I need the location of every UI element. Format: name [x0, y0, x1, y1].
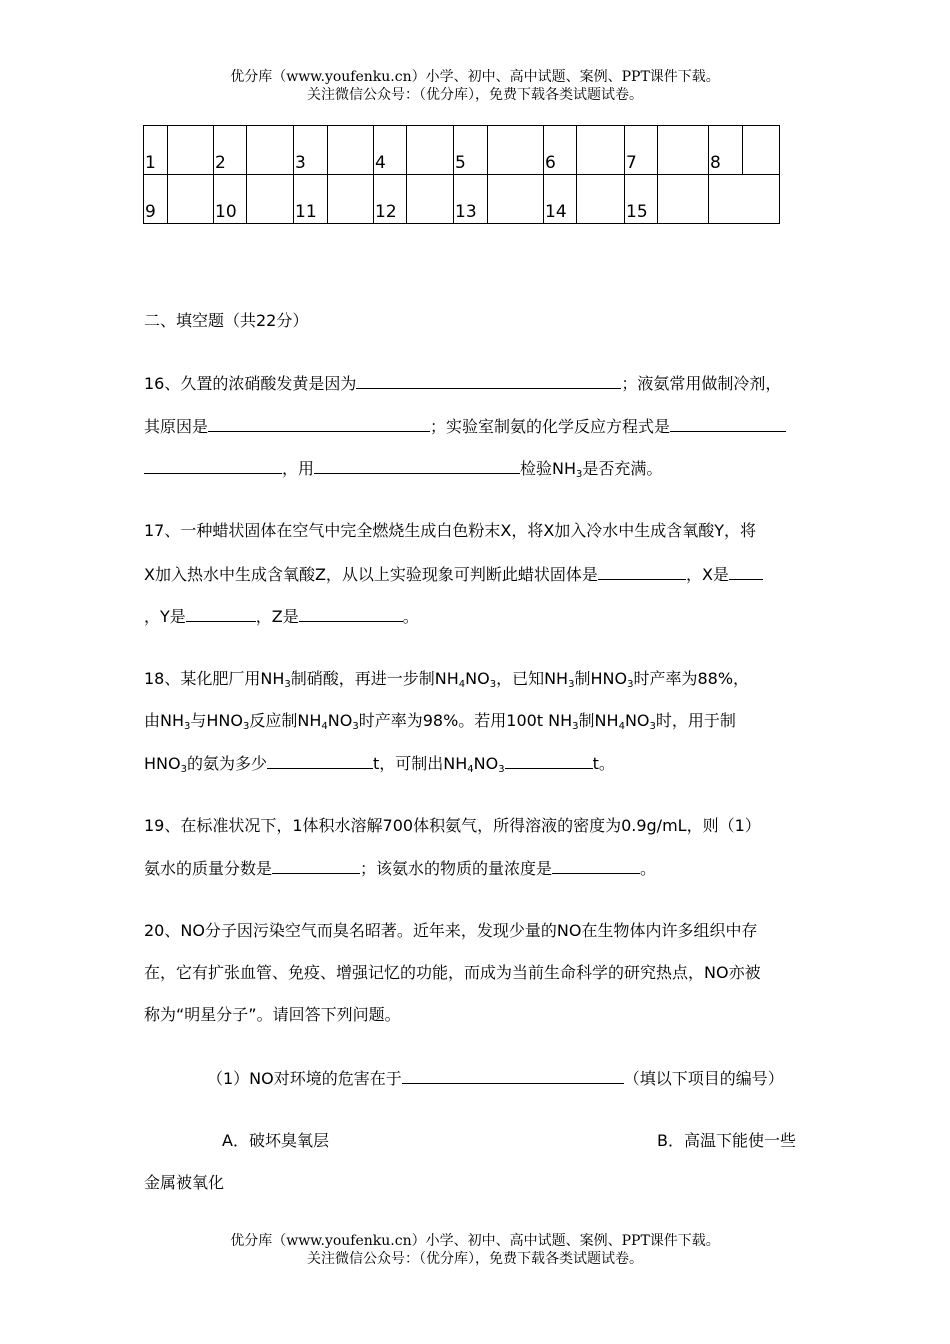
answer-number: 14: [544, 175, 577, 224]
answer-number: 2: [214, 126, 247, 175]
q18-text: 时产率为88%，: [633, 669, 750, 688]
answer-number: 1: [144, 126, 168, 175]
answer-cell[interactable]: [247, 126, 294, 175]
answer-cell[interactable]: [709, 175, 780, 224]
page-footer: [0, 1232, 950, 1268]
footer-line-1: 优分库（www.youfenku.cn）小学、初中、高中试题、案例、PPT课件下载。: [230, 1233, 720, 1249]
q16-text: 其原因是: [144, 417, 209, 436]
q17-text: ，Y是: [144, 607, 186, 626]
answer-cell[interactable]: [168, 126, 214, 175]
answer-number: 15: [625, 175, 658, 224]
answer-blank[interactable]: [186, 605, 256, 622]
q18-text: NO: [465, 669, 490, 688]
option-b: B．高温下能使一些: [657, 1131, 796, 1150]
q20-text: （填以下项目的编号）: [623, 1069, 784, 1088]
section-title: 二、填空题（共22分）: [144, 311, 309, 330]
answer-table: [143, 125, 780, 224]
answer-blank[interactable]: [505, 752, 593, 769]
answer-number: 3: [294, 126, 328, 175]
subscript: 4: [467, 764, 474, 775]
page-header: [0, 68, 950, 104]
subscript: 3: [284, 679, 291, 690]
q16-line-1: [144, 372, 781, 395]
q19-text: ；该氨水的物质的量浓度是: [360, 859, 553, 878]
q18-text: NO: [473, 754, 499, 773]
answer-row-2: [144, 175, 780, 224]
q20-line-2: 在，它有扩张血管、免疫、增强记忆的功能，而成为当前生命科学的研究热点，NO亦被: [144, 963, 761, 982]
q19-text: 。: [640, 859, 657, 878]
answer-blank[interactable]: [598, 563, 686, 580]
footer-line-2: 关注微信公众号：（优分库），免费下载各类试题试卷。: [307, 1251, 643, 1267]
answer-cell[interactable]: [168, 175, 214, 224]
q18-text: 反应制NH: [249, 711, 322, 730]
subscript: 4: [458, 679, 466, 690]
answer-number: 4: [374, 126, 407, 175]
q18-text: NO: [624, 711, 650, 730]
answer-cell[interactable]: [743, 126, 780, 175]
answer-cell[interactable]: [488, 126, 544, 175]
q16-text: 检验NH: [520, 459, 577, 478]
answer-cell[interactable]: [328, 175, 374, 224]
q18-line-3: [144, 752, 615, 775]
subscript: 3: [576, 469, 583, 480]
answer-cell[interactable]: [577, 126, 625, 175]
q16-line-3: [144, 457, 662, 480]
answer-blank[interactable]: [299, 605, 403, 622]
q17-line-3: [144, 605, 419, 628]
subscript: 3: [184, 721, 191, 732]
q17-text: X加入热水中生成含氧酸Z，从以上实验现象可判断此蜡状固体是: [144, 565, 598, 584]
subscript: 3: [352, 721, 359, 732]
answer-blank[interactable]: [314, 457, 520, 474]
option-b-continued: 金属被氧化: [144, 1173, 225, 1192]
subscript: 3: [627, 679, 634, 690]
q18-text: t。: [592, 754, 615, 773]
header-line-2: 关注微信公众号：（优分库），免费下载各类试题试卷。: [307, 87, 643, 103]
answer-cell[interactable]: [658, 126, 709, 175]
q16-text: 是否充满。: [582, 459, 663, 478]
subscript: 3: [489, 679, 497, 690]
q18-text: t，可制出NH: [372, 754, 468, 773]
q17-text: ，Z是: [255, 607, 299, 626]
q18-line-2: [144, 710, 736, 732]
answer-blank[interactable]: [670, 415, 786, 432]
answer-number: 6: [544, 126, 577, 175]
q18-text: HNO: [144, 754, 181, 773]
subscript: 3: [243, 721, 250, 732]
answer-number: 10: [214, 175, 247, 224]
subscript: 4: [618, 721, 625, 732]
answer-blank[interactable]: [356, 372, 621, 389]
q20-line-1: 20、NO分子因污染空气而臭名昭著。近年来，发现少量的NO在生物体内许多组织中存: [144, 921, 758, 940]
subscript: 3: [180, 764, 187, 775]
answer-blank[interactable]: [552, 857, 640, 874]
answer-cell[interactable]: [488, 175, 544, 224]
q18-text: 由NH: [144, 711, 185, 730]
answer-cell[interactable]: [328, 126, 374, 175]
q18-line-1: [144, 668, 749, 690]
q19-line-1: 19、在标准状况下，1体积水溶解700体积氨气，所得溶液的密度为0.9g/mL，则（1）: [144, 816, 761, 835]
subscript: 4: [321, 721, 328, 732]
answer-blank[interactable]: [267, 752, 373, 769]
q17-line-2: [144, 563, 763, 586]
header-line-1: 优分库（www.youfenku.cn）小学、初中、高中试题、案例、PPT课件下载。: [230, 69, 720, 85]
q18-text: 时产率为98%。若用100t NH: [358, 711, 573, 730]
subscript: 3: [568, 679, 575, 690]
q19-text: 氨水的质量分数是: [144, 859, 273, 878]
subscript: 3: [498, 764, 505, 775]
q18-text: 制硝酸，再进一步制NH: [290, 669, 459, 688]
q17-text: 。: [402, 607, 419, 626]
option-a: A．破坏臭氧层: [222, 1131, 329, 1150]
q20-line-3: 称为“明星分子”。请回答下列问题。: [144, 1005, 401, 1024]
answer-blank[interactable]: [208, 415, 430, 432]
answer-blank[interactable]: [272, 857, 360, 874]
q20-sub-1: [207, 1067, 784, 1090]
answer-number: 8: [709, 126, 743, 175]
subscript: 3: [572, 721, 579, 732]
answer-cell[interactable]: [247, 175, 294, 224]
q16-text: ；实验室制氨的化学反应方程式是: [430, 417, 671, 436]
q18-text: 时，用于制: [655, 711, 736, 730]
answer-number: 13: [454, 175, 488, 224]
q16-text: ，用: [282, 459, 315, 478]
q19-line-2: [144, 857, 656, 880]
answer-cell[interactable]: [658, 175, 709, 224]
answer-number: 12: [374, 175, 407, 224]
q16-text: ；液氨常用做制冷剂，: [621, 374, 782, 393]
answer-blank[interactable]: [402, 1067, 624, 1084]
q18-text: 18、某化肥厂用NH: [144, 669, 285, 688]
answer-number: 5: [454, 126, 488, 175]
subscript: 3: [649, 721, 656, 732]
answer-cell[interactable]: [577, 175, 625, 224]
q20-text: （1）NO对环境的危害在于: [207, 1069, 402, 1088]
q18-text: ，已知NH: [496, 669, 569, 688]
answer-number: 7: [625, 126, 658, 175]
q18-text: NO: [327, 711, 353, 730]
answer-cell[interactable]: [407, 175, 454, 224]
q17-text: ，X是: [685, 565, 729, 584]
q18-text: 与HNO: [190, 711, 243, 730]
q18-text: 的氨为多少: [186, 754, 267, 773]
answer-number: 11: [294, 175, 328, 224]
q18-text: 制NH: [578, 711, 619, 730]
answer-blank[interactable]: [729, 563, 763, 580]
q18-text: 制HNO: [574, 669, 628, 688]
q16-text: 16、久置的浓硝酸发黄是因为: [144, 374, 357, 393]
answer-blank[interactable]: [144, 457, 282, 474]
q16-line-2: [144, 415, 786, 438]
answer-cell[interactable]: [407, 126, 454, 175]
answer-number: 9: [144, 175, 168, 224]
q17-line-1: 17、一种蜡状固体在空气中完全燃烧生成白色粉末X，将X加入冷水中生成含氧酸Y，将: [144, 521, 757, 540]
answer-row-1: [144, 126, 780, 175]
